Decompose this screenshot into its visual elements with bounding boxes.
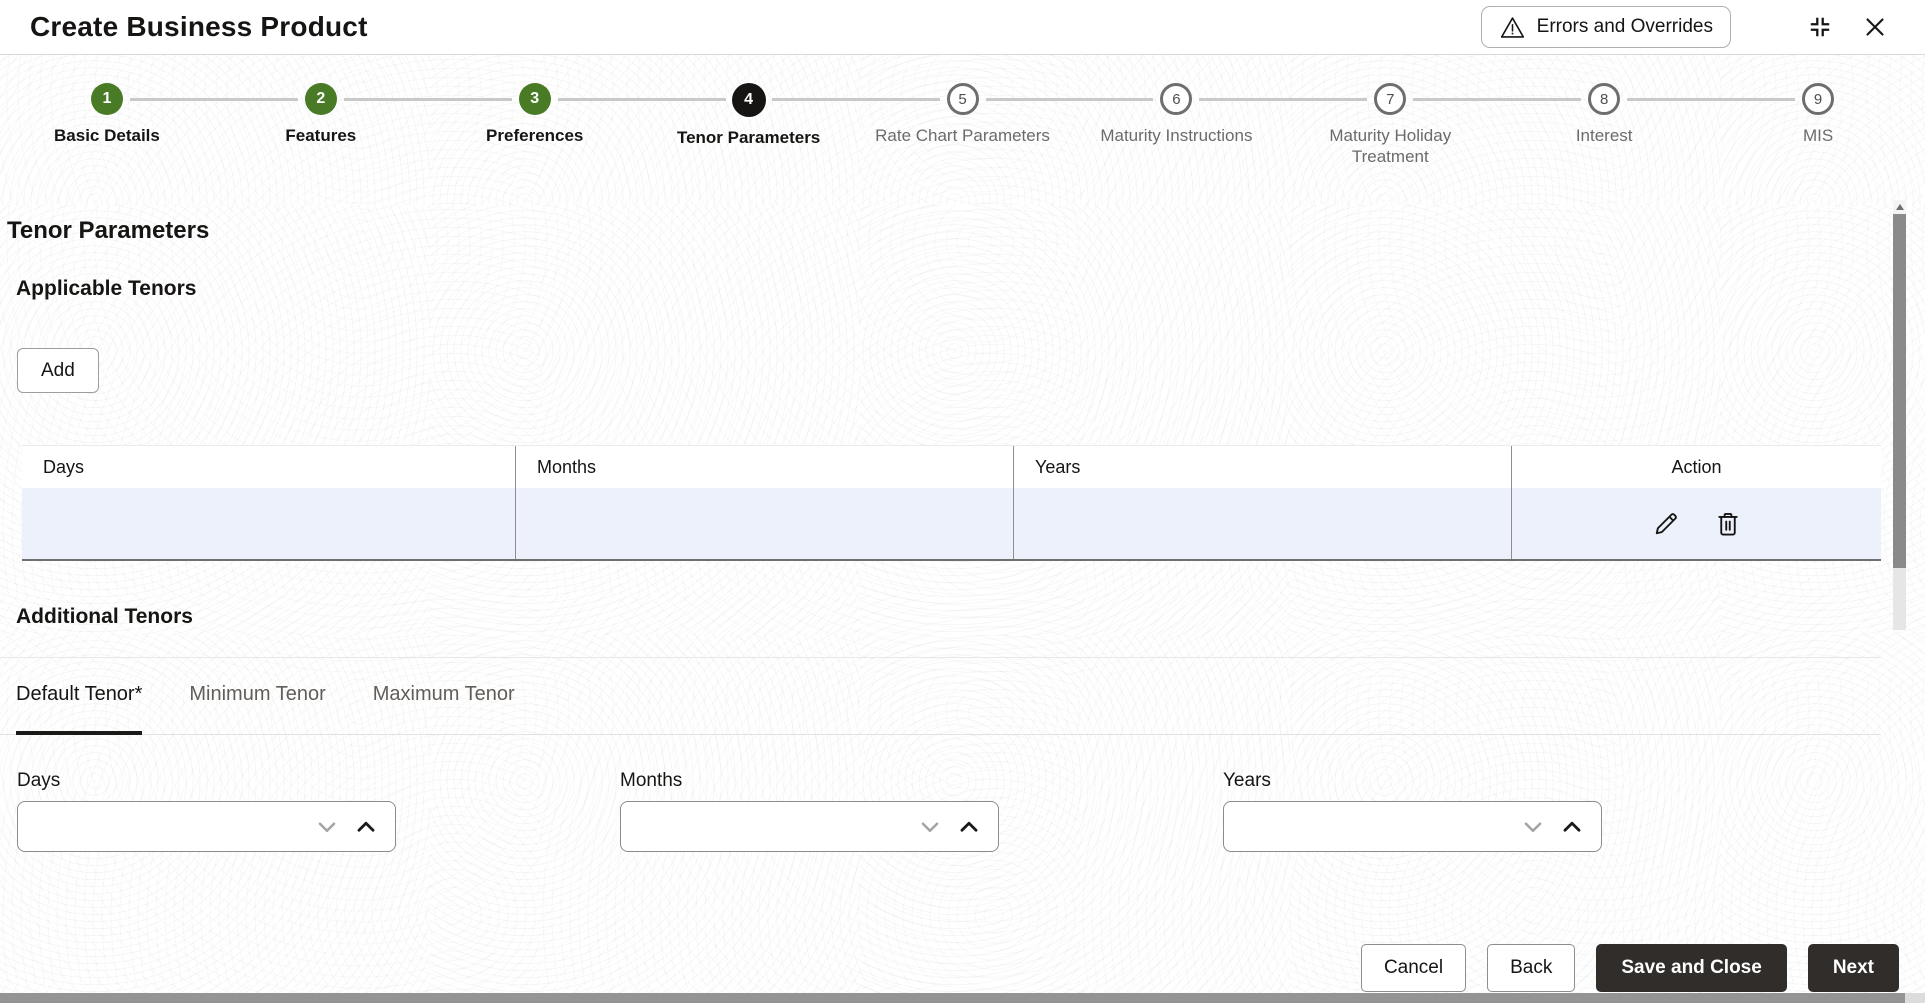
days-increment-chevron-up-icon[interactable]	[353, 814, 379, 840]
years-label: Years	[1223, 770, 1271, 791]
section-divider	[0, 657, 1881, 658]
months-field-group	[620, 770, 999, 852]
step-label: Interest	[1575, 126, 1633, 145]
column-header-months: Months	[516, 446, 1014, 488]
step-label: Maturity Instructions	[1100, 126, 1253, 145]
additional-tenors-tabs	[0, 675, 1881, 735]
modal-title: Create Business Product	[30, 11, 368, 42]
table-row[interactable]	[22, 488, 1881, 561]
modal-header	[0, 0, 1925, 55]
months-stepper	[620, 801, 999, 852]
step-label: Rate Chart Parameters	[875, 126, 1050, 145]
days-field-group	[17, 770, 396, 852]
next-button[interactable]: Next	[1808, 944, 1899, 992]
step-label: Tenor Parameters	[676, 128, 821, 147]
step-circle: 5	[947, 83, 979, 115]
header-actions	[1481, 6, 1887, 48]
step-label: Basic Details	[54, 126, 160, 145]
vertical-scrollbar-thumb[interactable]	[1893, 214, 1906, 568]
wizard-footer-actions	[1361, 944, 1899, 992]
cell-action	[1512, 488, 1881, 559]
add-button[interactable]: Add	[17, 348, 99, 393]
step-circle: 9	[1802, 83, 1834, 115]
default-tenor-fields	[17, 770, 1602, 852]
step-preferences[interactable]	[428, 83, 642, 205]
step-circle: 3	[519, 83, 551, 115]
step-label: Features	[285, 126, 357, 145]
vertical-scrollbar-track	[1893, 568, 1906, 630]
years-field-group	[1223, 770, 1602, 852]
days-label: Days	[17, 770, 61, 791]
step-circle: 8	[1588, 83, 1620, 115]
save-and-close-button[interactable]: Save and Close	[1596, 944, 1786, 992]
step-circle: 2	[305, 83, 337, 115]
tab-minimum-tenor[interactable]: Minimum Tenor	[189, 683, 326, 705]
days-stepper	[17, 801, 396, 852]
errors-and-overrides-label: Errors and Overrides	[1536, 16, 1713, 37]
column-header-action: Action	[1671, 456, 1722, 477]
step-circle: 6	[1160, 83, 1192, 115]
years-stepper	[1223, 801, 1602, 852]
collapse-icon[interactable]	[1807, 14, 1833, 40]
edit-pencil-icon[interactable]	[1651, 509, 1681, 539]
column-header-days: Days	[22, 446, 516, 488]
step-label: Maturity Holiday Treatment	[1329, 126, 1452, 167]
horizontal-scrollbar-thumb[interactable]	[0, 993, 1905, 1003]
step-circle: 1	[91, 83, 123, 115]
step-interest[interactable]	[1497, 83, 1711, 205]
step-rate-chart-parameters[interactable]	[856, 83, 1070, 205]
years-decrement-chevron-down-icon[interactable]	[1520, 814, 1546, 840]
cancel-button[interactable]: Cancel	[1361, 944, 1466, 992]
column-header-years: Years	[1014, 446, 1512, 488]
days-decrement-chevron-down-icon[interactable]	[314, 814, 340, 840]
errors-and-overrides-button[interactable]	[1481, 6, 1731, 48]
step-mis[interactable]	[1711, 83, 1925, 205]
step-features[interactable]	[214, 83, 428, 205]
step-label: Preferences	[486, 126, 584, 145]
step-maturity-holiday-treatment[interactable]	[1283, 83, 1497, 205]
tab-default-tenor[interactable]: Default Tenor*	[16, 675, 142, 735]
tenor-parameters-panel	[0, 205, 1925, 1003]
wizard-stepper	[0, 55, 1925, 205]
back-button[interactable]: Back	[1487, 944, 1575, 992]
table-header-row	[22, 446, 1881, 488]
scroll-up-arrow-icon[interactable]	[1893, 200, 1906, 214]
months-decrement-chevron-down-icon[interactable]	[917, 814, 943, 840]
horizontal-scrollbar[interactable]	[0, 993, 1925, 1003]
step-maturity-instructions[interactable]	[1069, 83, 1283, 205]
step-circle: 4	[732, 83, 766, 117]
page-heading: Tenor Parameters	[7, 217, 210, 244]
step-basic-details[interactable]	[0, 83, 214, 205]
step-circle: 7	[1374, 83, 1406, 115]
months-label: Months	[620, 770, 683, 791]
additional-tenors-heading: Additional Tenors	[16, 605, 193, 628]
years-increment-chevron-up-icon[interactable]	[1559, 814, 1585, 840]
months-increment-chevron-up-icon[interactable]	[956, 814, 982, 840]
warning-triangle-icon	[1499, 14, 1526, 41]
step-tenor-parameters[interactable]	[642, 83, 856, 205]
delete-trash-icon[interactable]	[1713, 509, 1743, 539]
tab-maximum-tenor[interactable]: Maximum Tenor	[372, 683, 515, 705]
applicable-tenors-table	[22, 445, 1881, 561]
cell-years	[1014, 488, 1512, 559]
vertical-scrollbar[interactable]	[1893, 200, 1906, 945]
cell-days	[22, 488, 516, 559]
step-label: MIS	[1802, 126, 1834, 145]
close-icon[interactable]	[1863, 15, 1887, 39]
cell-months	[516, 488, 1014, 559]
applicable-tenors-heading: Applicable Tenors	[16, 277, 197, 300]
